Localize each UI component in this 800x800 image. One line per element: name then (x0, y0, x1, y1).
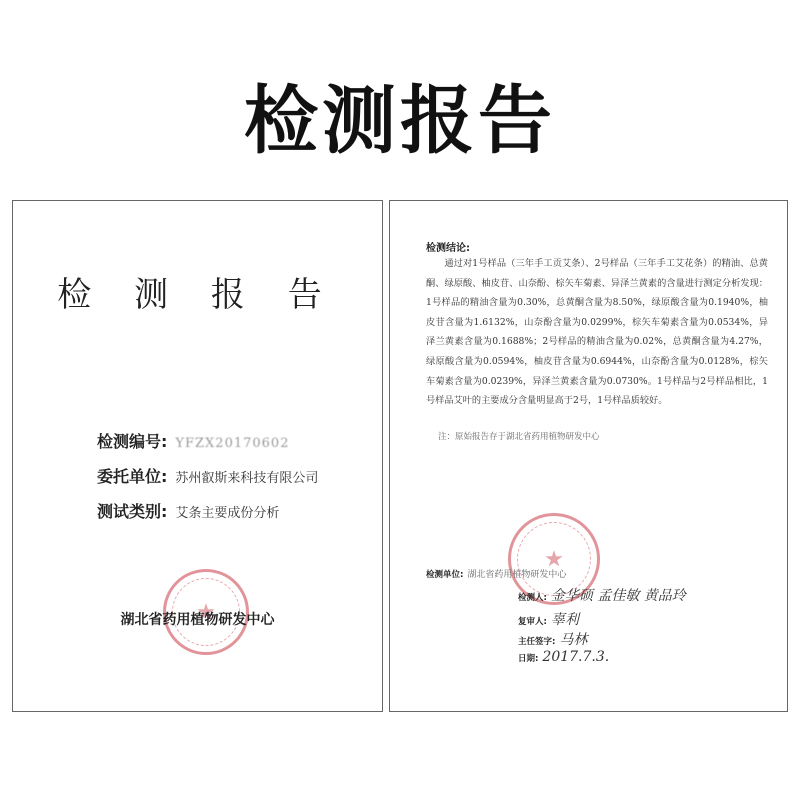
reviewer-signature: 辜利 (550, 612, 579, 628)
date-value: 2017.7.3. (542, 649, 610, 665)
test-category-label: 测试类别: (97, 502, 168, 521)
client-value: 苏州叡斯来科技有限公司 (175, 471, 319, 486)
report-number-field (97, 429, 289, 452)
test-unit-row (426, 567, 566, 580)
reviewer-row (518, 609, 579, 629)
test-unit-label: 检测单位: (426, 570, 464, 580)
testers-signature: 金华硕 孟佳敏 黄品玲 (550, 588, 686, 604)
supervisor-label: 主任签字: (518, 637, 556, 647)
conclusion-heading: 检测结论: (426, 243, 470, 254)
client-field (97, 464, 318, 487)
test-category-field (97, 499, 279, 522)
testers-label: 检测人: (518, 593, 547, 603)
test-unit-value: 湖北省药用植物研发中心 (467, 570, 567, 580)
testers-row (518, 585, 686, 605)
issuer-name: 湖北省药用植物研发中心 (120, 612, 275, 628)
conclusion-text: 通过对1号样品（三年手工贡艾条）、2号样品（三年手工艾花条）的精油、总黄酮、绿原酸、柚皮苷、山奈酚、棕矢车菊素、异泽兰黄素的含量进行测定分析发现：1号样品的精油含量为0.30%，总黄酮含量为8.50%，绿原酸含量为0.1940%，柚皮苷含量为1.6132%，山奈酚含量为0.0299%，棕矢车菊素含量为0.0534%，异泽兰黄素含量为0.1688%；2号样品的精油含量为0.02%，总黄酮含量为4.27%，绿原酸含量为0.0594%，柚皮苷含量为0.6944%，山奈酚含量为0.0128%，棕矢车菊素含量为0.0239%，异泽兰黄素含量为0.0730%。1号样品与2号样品相比，1号样品艾叶的主要成分含量明显高于2号，1号样品质较好。 (426, 258, 768, 407)
reviewer-label: 复审人: (518, 617, 547, 627)
supervisor-signature: 马林 (559, 632, 588, 648)
report-number-value: YFZX20170602 (175, 436, 290, 451)
test-category-value: 艾条主要成份分析 (175, 506, 280, 521)
page-title: 检测报告 (244, 78, 556, 164)
client-label: 委托单位: (97, 467, 168, 486)
cover-title: 检 测 报 告 (57, 275, 338, 315)
date-label: 日期: (518, 654, 539, 664)
date-row (518, 649, 609, 665)
report-cover-page (12, 200, 383, 712)
report-number-label: 检测编号: (97, 432, 168, 451)
archive-note: 注：原始报告存于湖北省药用植物研发中心 (438, 432, 600, 442)
report-conclusion-page (389, 200, 788, 712)
supervisor-row (518, 629, 587, 649)
